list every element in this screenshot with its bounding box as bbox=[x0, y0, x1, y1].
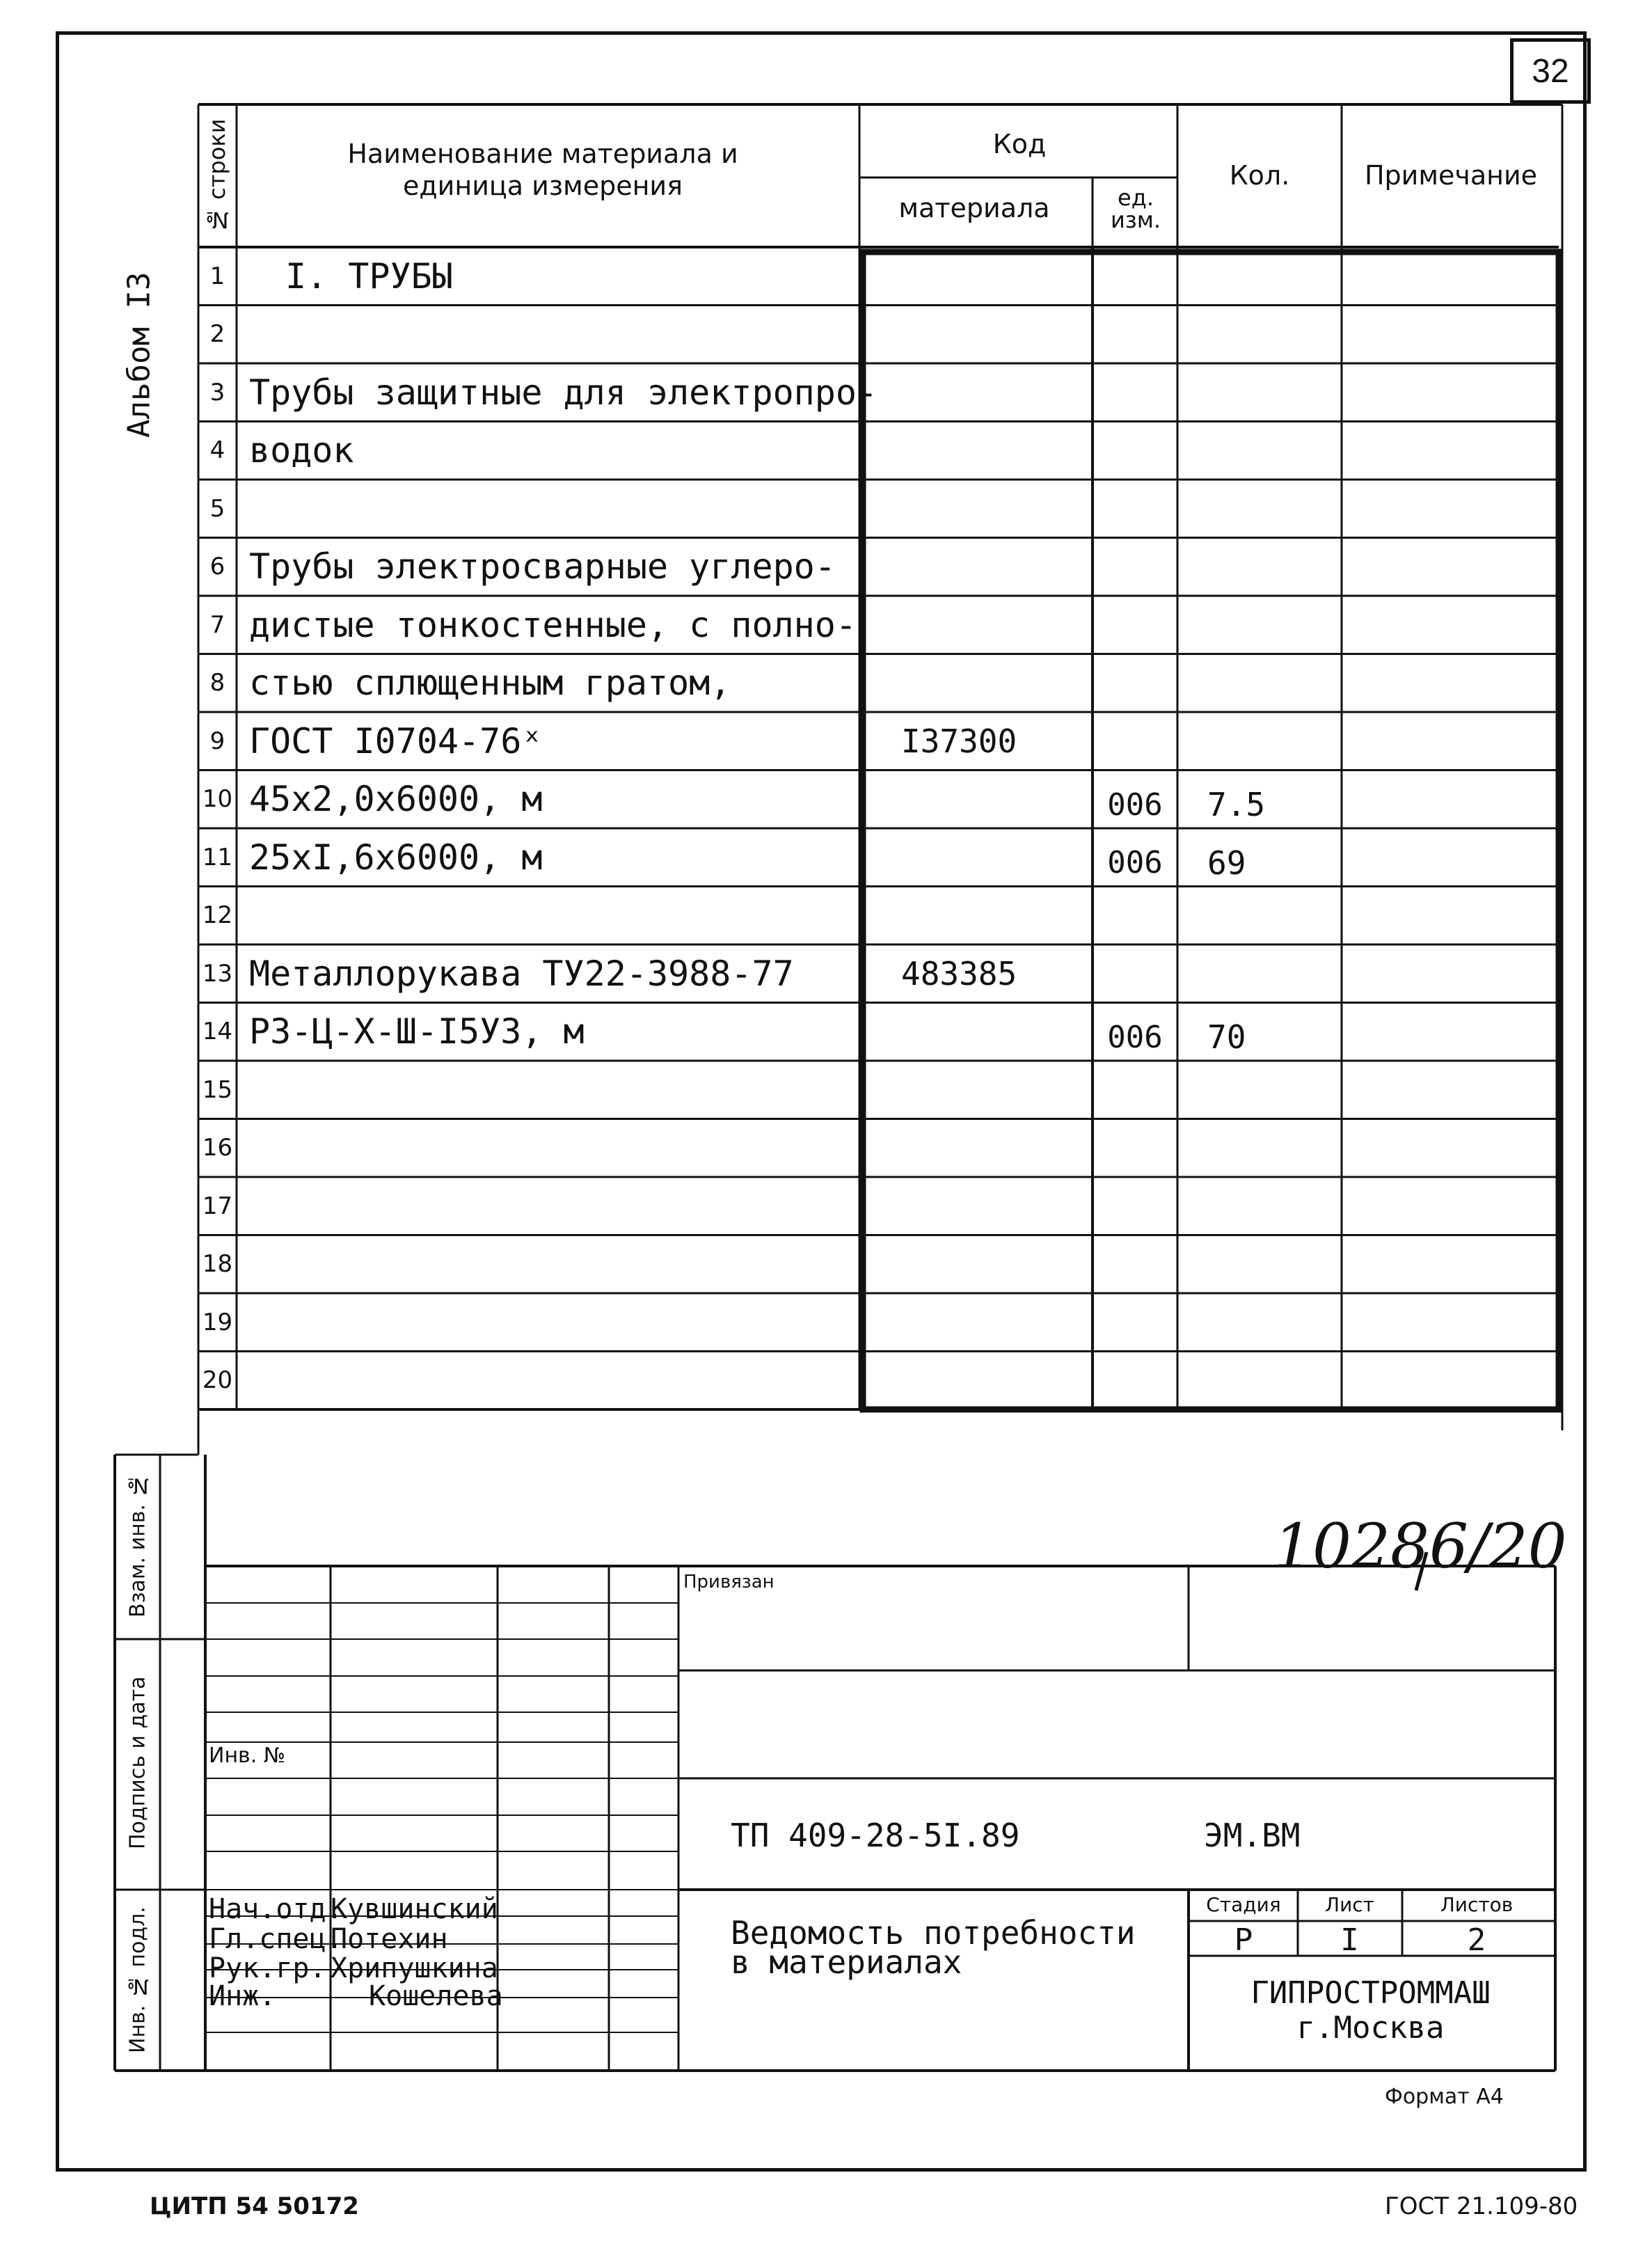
row-code bbox=[901, 538, 1082, 596]
row-name: стью сплющенным гратом, bbox=[249, 663, 731, 704]
row-note bbox=[1349, 306, 1550, 364]
row-unit bbox=[1093, 422, 1177, 480]
row-note bbox=[1349, 363, 1550, 422]
row-name bbox=[249, 480, 848, 538]
row-name bbox=[249, 1061, 848, 1119]
row-qty: 70 bbox=[1207, 1018, 1246, 1057]
footer-left: ЦИТП 54 50172 bbox=[150, 2192, 359, 2220]
doc-title-line1: Ведомость потребности bbox=[731, 1914, 1136, 1952]
row-number: 14 bbox=[202, 1018, 233, 1046]
row-unit bbox=[1093, 1119, 1177, 1178]
header-note: Примечание bbox=[1364, 159, 1538, 191]
row-unit bbox=[1093, 480, 1177, 538]
row-unit bbox=[1093, 538, 1177, 596]
person-name: Потехин bbox=[331, 1923, 448, 1955]
header-unit: ед. изм. bbox=[1110, 184, 1161, 233]
row-qty bbox=[1207, 1061, 1333, 1119]
person-name: Кувшинский bbox=[331, 1893, 498, 1925]
sheets-label: Листов bbox=[1440, 1893, 1514, 1916]
row-name bbox=[249, 306, 848, 364]
row-note bbox=[1349, 1352, 1550, 1410]
row-qty bbox=[1207, 887, 1333, 945]
row-number: 20 bbox=[202, 1366, 233, 1395]
inv-no-label: Инв. № bbox=[209, 1744, 286, 1768]
row-unit bbox=[1093, 596, 1177, 654]
row-note bbox=[1349, 944, 1550, 1003]
row-code bbox=[901, 422, 1082, 480]
row-number: 4 bbox=[209, 436, 225, 465]
side-label-vzam-inv: Взам. инв. № bbox=[125, 1473, 150, 1618]
row-name: дистые тонкостенные, с полно- bbox=[249, 604, 857, 645]
row-note bbox=[1349, 247, 1550, 306]
album-label: Альбом I3 bbox=[121, 271, 157, 438]
row-number: 7 bbox=[209, 610, 225, 639]
row-note bbox=[1349, 1235, 1550, 1294]
person-name: Кошелева bbox=[369, 1980, 503, 2012]
row-name: ГОСТ I0704-76ˣ bbox=[249, 720, 543, 761]
row-qty bbox=[1207, 306, 1333, 364]
row-number: 11 bbox=[202, 843, 233, 871]
row-code: 483385 bbox=[901, 954, 1017, 993]
row-unit bbox=[1093, 712, 1177, 770]
row-qty: 69 bbox=[1207, 844, 1246, 882]
row-note bbox=[1349, 712, 1550, 770]
row-qty bbox=[1207, 480, 1333, 538]
person-role: Гл.спец. bbox=[209, 1923, 343, 1955]
row-name: Трубы электросварные углеро- bbox=[249, 546, 836, 587]
row-number: 3 bbox=[209, 378, 225, 406]
row-unit bbox=[1093, 1352, 1177, 1410]
row-qty bbox=[1207, 1177, 1333, 1235]
row-qty bbox=[1207, 654, 1333, 713]
row-note bbox=[1349, 654, 1550, 713]
person-role: Инж. bbox=[209, 1980, 276, 2012]
row-qty bbox=[1207, 596, 1333, 654]
row-note bbox=[1349, 828, 1550, 887]
row-name: 45x2,0x6000, м bbox=[249, 779, 543, 820]
row-note bbox=[1349, 770, 1550, 829]
row-qty bbox=[1207, 363, 1333, 422]
row-number: 6 bbox=[209, 553, 225, 581]
row-number: 8 bbox=[209, 669, 225, 697]
row-qty bbox=[1207, 1119, 1333, 1178]
row-note bbox=[1349, 1293, 1550, 1352]
row-name bbox=[249, 1235, 848, 1294]
row-number: 16 bbox=[202, 1134, 233, 1162]
row-unit bbox=[1093, 363, 1177, 422]
row-number: 15 bbox=[202, 1075, 233, 1104]
header-material: материала bbox=[898, 193, 1050, 224]
row-code bbox=[901, 654, 1082, 713]
header-qty: Кол. bbox=[1229, 159, 1290, 191]
row-note bbox=[1349, 422, 1550, 480]
person-role: Нач.отд. bbox=[209, 1893, 343, 1925]
page-number: 32 bbox=[1510, 38, 1591, 104]
row-name: I. ТРУБЫ bbox=[285, 255, 453, 297]
row-qty bbox=[1207, 247, 1333, 306]
row-qty: 7.5 bbox=[1207, 786, 1266, 824]
person-role: Рук.гр. bbox=[209, 1952, 326, 1984]
row-number: 12 bbox=[202, 901, 233, 930]
row-number: 9 bbox=[209, 727, 225, 755]
row-qty bbox=[1207, 538, 1333, 596]
handwritten-number: 10286/20 bbox=[1273, 1510, 1567, 1582]
row-name: Трубы защитные для электропро- bbox=[249, 372, 878, 413]
row-name: Р3-Ц-Х-Ш-I5У3, м bbox=[249, 1011, 585, 1052]
row-unit bbox=[1093, 306, 1177, 364]
row-unit bbox=[1093, 1235, 1177, 1294]
row-code bbox=[901, 363, 1082, 422]
row-number: 17 bbox=[202, 1192, 233, 1220]
row-code bbox=[901, 596, 1082, 654]
row-code bbox=[901, 887, 1082, 945]
row-code bbox=[901, 770, 1082, 829]
row-qty bbox=[1207, 944, 1333, 1003]
header-name: Наименование материала и единица измерения bbox=[347, 139, 738, 201]
row-note bbox=[1349, 1003, 1550, 1061]
row-note bbox=[1349, 1119, 1550, 1178]
row-number: 10 bbox=[202, 785, 233, 814]
row-name bbox=[249, 1177, 848, 1235]
row-qty bbox=[1207, 1352, 1333, 1410]
side-label-inv-podl: Инв. № подл. bbox=[125, 1906, 150, 2054]
doc-title-line2: в материалах bbox=[731, 1943, 962, 1981]
person-name: Хрипушкина bbox=[331, 1952, 498, 1984]
row-code bbox=[901, 1293, 1082, 1352]
row-name bbox=[249, 1352, 848, 1410]
privyazan-label: Привязан bbox=[683, 1572, 775, 1592]
stage-label: Стадия bbox=[1206, 1893, 1281, 1916]
row-number: 19 bbox=[202, 1308, 233, 1336]
row-code bbox=[901, 1119, 1082, 1178]
row-number: 5 bbox=[209, 494, 225, 523]
row-name: Металлорукава ТУ22-3988-77 bbox=[249, 953, 794, 994]
row-note bbox=[1349, 480, 1550, 538]
row-code bbox=[901, 1352, 1082, 1410]
row-unit: 006 bbox=[1107, 786, 1163, 823]
row-code: I37300 bbox=[901, 722, 1017, 760]
doc-code: ТП 409-28-5I.89 bbox=[731, 1817, 1020, 1854]
row-unit bbox=[1093, 247, 1177, 306]
row-note bbox=[1349, 1061, 1550, 1119]
row-unit bbox=[1093, 1061, 1177, 1119]
org-line2: г.Москва bbox=[1296, 2010, 1445, 2046]
row-code bbox=[901, 1177, 1082, 1235]
row-unit bbox=[1093, 944, 1177, 1003]
stage-value: Р bbox=[1234, 1922, 1253, 1958]
row-name bbox=[249, 1119, 848, 1178]
row-number: 1 bbox=[209, 262, 225, 290]
row-name bbox=[249, 1293, 848, 1352]
row-note bbox=[1349, 596, 1550, 654]
sheet-label: Лист bbox=[1325, 1893, 1374, 1916]
footer-right: ГОСТ 21.109-80 bbox=[1385, 2192, 1578, 2220]
header-row-no: № строки bbox=[203, 118, 230, 233]
sheets-value: 2 bbox=[1467, 1922, 1486, 1958]
row-code bbox=[901, 1003, 1082, 1061]
row-number: 2 bbox=[209, 320, 225, 349]
side-label-podpis-data: Подпись и дата bbox=[125, 1676, 150, 1849]
row-code bbox=[901, 247, 1082, 306]
sheet-value: I bbox=[1340, 1922, 1359, 1958]
row-qty bbox=[1207, 1293, 1333, 1352]
format-label: Формат А4 bbox=[1385, 2085, 1504, 2109]
row-note bbox=[1349, 538, 1550, 596]
row-number: 13 bbox=[202, 959, 233, 988]
doc-mark: ЭМ.ВМ bbox=[1204, 1817, 1301, 1854]
row-number: 18 bbox=[202, 1250, 233, 1279]
row-note bbox=[1349, 887, 1550, 945]
row-qty bbox=[1207, 422, 1333, 480]
row-note bbox=[1349, 1177, 1550, 1235]
row-unit: 006 bbox=[1107, 845, 1163, 881]
row-unit bbox=[1093, 1177, 1177, 1235]
org-line1: ГИПРОСТРОММАШ bbox=[1250, 1975, 1491, 2011]
row-qty bbox=[1207, 712, 1333, 770]
row-name bbox=[249, 887, 848, 945]
row-code bbox=[901, 828, 1082, 887]
row-qty bbox=[1207, 1235, 1333, 1294]
row-unit bbox=[1093, 1293, 1177, 1352]
row-name: водок bbox=[249, 430, 354, 471]
row-unit bbox=[1093, 654, 1177, 713]
row-unit: 006 bbox=[1107, 1019, 1163, 1055]
row-code bbox=[901, 480, 1082, 538]
row-name: 25xI,6x6000, м bbox=[249, 837, 543, 878]
row-code bbox=[901, 1061, 1082, 1119]
row-code bbox=[901, 1235, 1082, 1294]
row-code bbox=[901, 306, 1082, 364]
row-unit bbox=[1093, 887, 1177, 945]
header-code: Код bbox=[992, 128, 1047, 159]
